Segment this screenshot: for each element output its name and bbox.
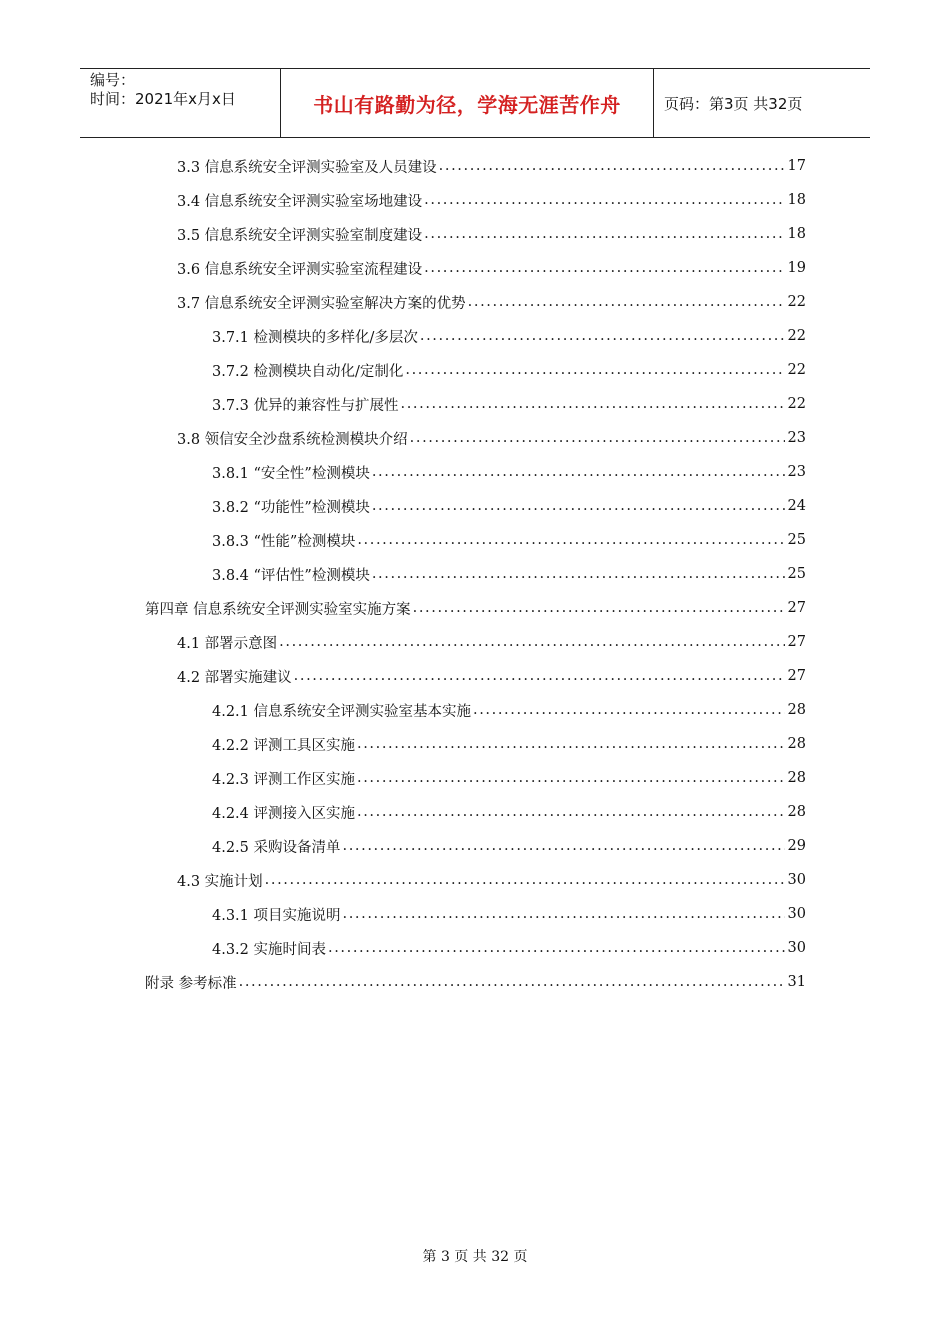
toc-entry[interactable] bbox=[145, 596, 806, 620]
toc-leader-dots bbox=[372, 464, 785, 480]
toc-entry-page: 23 bbox=[787, 464, 806, 480]
page-footer: 第 3 页 共 32 页 bbox=[422, 1249, 528, 1265]
toc-entry-title: 3.8 领信安全沙盘系统检测模块介绍 bbox=[177, 431, 408, 448]
toc-entry-title: 4.2.2 评测工具区实施 bbox=[212, 737, 356, 754]
toc-entry[interactable] bbox=[212, 936, 806, 960]
toc-leader-dots bbox=[328, 940, 785, 956]
toc-entry-title: 3.4 信息系统安全评测实验室场地建设 bbox=[177, 193, 423, 210]
toc-entry-title: 4.3 实施计划 bbox=[177, 873, 263, 890]
toc-entry[interactable] bbox=[212, 834, 806, 858]
toc-entry-page: 31 bbox=[787, 974, 806, 990]
toc-leader-dots bbox=[424, 260, 784, 276]
toc-entry-title: 第四章 信息系统安全评测实验室实施方案 bbox=[145, 601, 411, 618]
toc-leader-dots bbox=[357, 804, 785, 820]
toc-entry[interactable] bbox=[212, 494, 806, 518]
toc-entry[interactable] bbox=[212, 528, 806, 552]
toc-entry[interactable] bbox=[177, 426, 806, 450]
toc-entry-page: 28 bbox=[787, 702, 806, 718]
header-meta bbox=[80, 69, 281, 137]
toc-entry-page: 23 bbox=[787, 430, 806, 446]
toc-leader-dots bbox=[265, 872, 785, 888]
toc-entry-title: 3.8.3 “性能”检测模块 bbox=[212, 533, 356, 550]
toc-entry[interactable] bbox=[212, 460, 806, 484]
toc-leader-dots bbox=[473, 702, 785, 718]
header-number-label: 编号： bbox=[90, 71, 136, 89]
toc-entry-title: 4.3.1 项目实施说明 bbox=[212, 907, 341, 924]
toc-entry-page: 17 bbox=[787, 158, 806, 174]
toc-entry-title: 3.8.1 “安全性”检测模块 bbox=[212, 465, 370, 482]
toc-leader-dots bbox=[413, 600, 785, 616]
toc-entry-title: 3.7.1 检测模块的多样化/多层次 bbox=[212, 329, 418, 346]
toc-entry-page: 18 bbox=[787, 226, 806, 242]
toc-entry[interactable] bbox=[177, 222, 806, 246]
toc-entry-title: 3.8.2 “功能性”检测模块 bbox=[212, 499, 370, 516]
toc-entry-title: 4.2.4 评测接入区实施 bbox=[212, 805, 356, 822]
toc-entry[interactable] bbox=[177, 664, 806, 688]
toc-entry[interactable] bbox=[212, 766, 806, 790]
toc-entry-page: 28 bbox=[787, 804, 806, 820]
toc-entry-page: 22 bbox=[787, 328, 806, 344]
toc-entry-page: 28 bbox=[787, 736, 806, 752]
toc-entry[interactable] bbox=[212, 562, 806, 586]
toc-entry-title: 3.5 信息系统安全评测实验室制度建设 bbox=[177, 227, 423, 244]
toc-leader-dots bbox=[239, 974, 785, 990]
toc-leader-dots bbox=[424, 226, 784, 242]
toc-entry-page: 27 bbox=[787, 668, 806, 684]
toc-entry-page: 29 bbox=[787, 838, 806, 854]
header-motto: 书山有路勤为径，学海无涯苦作舟 bbox=[281, 69, 654, 137]
toc-entry[interactable] bbox=[145, 970, 806, 994]
toc-entry[interactable] bbox=[212, 392, 806, 416]
toc-entry[interactable] bbox=[177, 256, 806, 280]
toc-entry-page: 27 bbox=[787, 600, 806, 616]
toc-entry-title: 附录 参考标准 bbox=[145, 975, 237, 992]
toc-entry[interactable] bbox=[212, 324, 806, 348]
toc-entry-title: 4.2.5 采购设备清单 bbox=[212, 839, 341, 856]
toc-leader-dots bbox=[439, 158, 785, 174]
toc-entry[interactable] bbox=[212, 800, 806, 824]
toc-entry-title: 4.2.1 信息系统安全评测实验室基本实施 bbox=[212, 703, 472, 720]
toc-entry-title: 3.7.2 检测模块自动化/定制化 bbox=[212, 363, 404, 380]
toc-leader-dots bbox=[357, 770, 785, 786]
toc-leader-dots bbox=[279, 634, 784, 650]
toc-entry-page: 18 bbox=[787, 192, 806, 208]
toc-entry[interactable] bbox=[212, 358, 806, 382]
header-page-label: 页码：第3页 共32页 bbox=[664, 94, 803, 113]
toc-entry-title: 4.2.3 评测工作区实施 bbox=[212, 771, 356, 788]
toc-entry-page: 30 bbox=[787, 872, 806, 888]
toc-leader-dots bbox=[357, 532, 784, 548]
toc-entry-page: 27 bbox=[787, 634, 806, 650]
toc-leader-dots bbox=[424, 192, 784, 208]
toc-entry-page: 30 bbox=[787, 906, 806, 922]
toc-leader-dots bbox=[343, 906, 785, 922]
toc-entry-page: 24 bbox=[787, 498, 806, 514]
toc-entry[interactable] bbox=[177, 630, 806, 654]
toc-entry[interactable] bbox=[177, 154, 806, 178]
toc-leader-dots bbox=[405, 362, 784, 378]
toc-entry[interactable] bbox=[212, 902, 806, 926]
toc-entry-page: 30 bbox=[787, 940, 806, 956]
toc-entry-title: 3.6 信息系统安全评测实验室流程建设 bbox=[177, 261, 423, 278]
toc-entry-title: 3.7.3 优异的兼容性与扩展性 bbox=[212, 397, 399, 414]
toc-leader-dots bbox=[410, 430, 785, 446]
toc-leader-dots bbox=[294, 668, 785, 684]
toc-leader-dots bbox=[372, 498, 785, 514]
toc-entry-page: 22 bbox=[787, 294, 806, 310]
toc-entry-title: 3.3 信息系统安全评测实验室及人员建设 bbox=[177, 159, 437, 176]
toc-entry-title: 3.8.4 “评估性”检测模块 bbox=[212, 567, 370, 584]
toc-entry-title: 4.3.2 实施时间表 bbox=[212, 941, 327, 958]
toc-entry-page: 28 bbox=[787, 770, 806, 786]
toc-entry-page: 25 bbox=[787, 532, 806, 548]
toc-leader-dots bbox=[357, 736, 785, 752]
toc-entry-page: 25 bbox=[787, 566, 806, 582]
toc-entry-page: 22 bbox=[787, 396, 806, 412]
header-date-label: 时间：2021年x月x日 bbox=[90, 90, 236, 108]
toc-entry[interactable] bbox=[177, 188, 806, 212]
toc-leader-dots bbox=[401, 396, 785, 412]
toc-entry-page: 22 bbox=[787, 362, 806, 378]
toc-leader-dots bbox=[468, 294, 785, 310]
page-header bbox=[80, 68, 870, 138]
toc-leader-dots bbox=[420, 328, 785, 344]
toc-entry-title: 4.1 部署示意图 bbox=[177, 635, 278, 652]
toc-entry[interactable] bbox=[177, 868, 806, 892]
toc-entry-title: 3.7 信息系统安全评测实验室解决方案的优势 bbox=[177, 295, 466, 312]
toc-entry-page: 19 bbox=[787, 260, 806, 276]
toc-entry[interactable] bbox=[212, 732, 806, 756]
toc-entry[interactable] bbox=[177, 290, 806, 314]
toc-entry[interactable] bbox=[212, 698, 806, 722]
toc-leader-dots bbox=[372, 566, 785, 582]
toc-entry-title: 4.2 部署实施建议 bbox=[177, 669, 292, 686]
toc-leader-dots bbox=[343, 838, 785, 854]
